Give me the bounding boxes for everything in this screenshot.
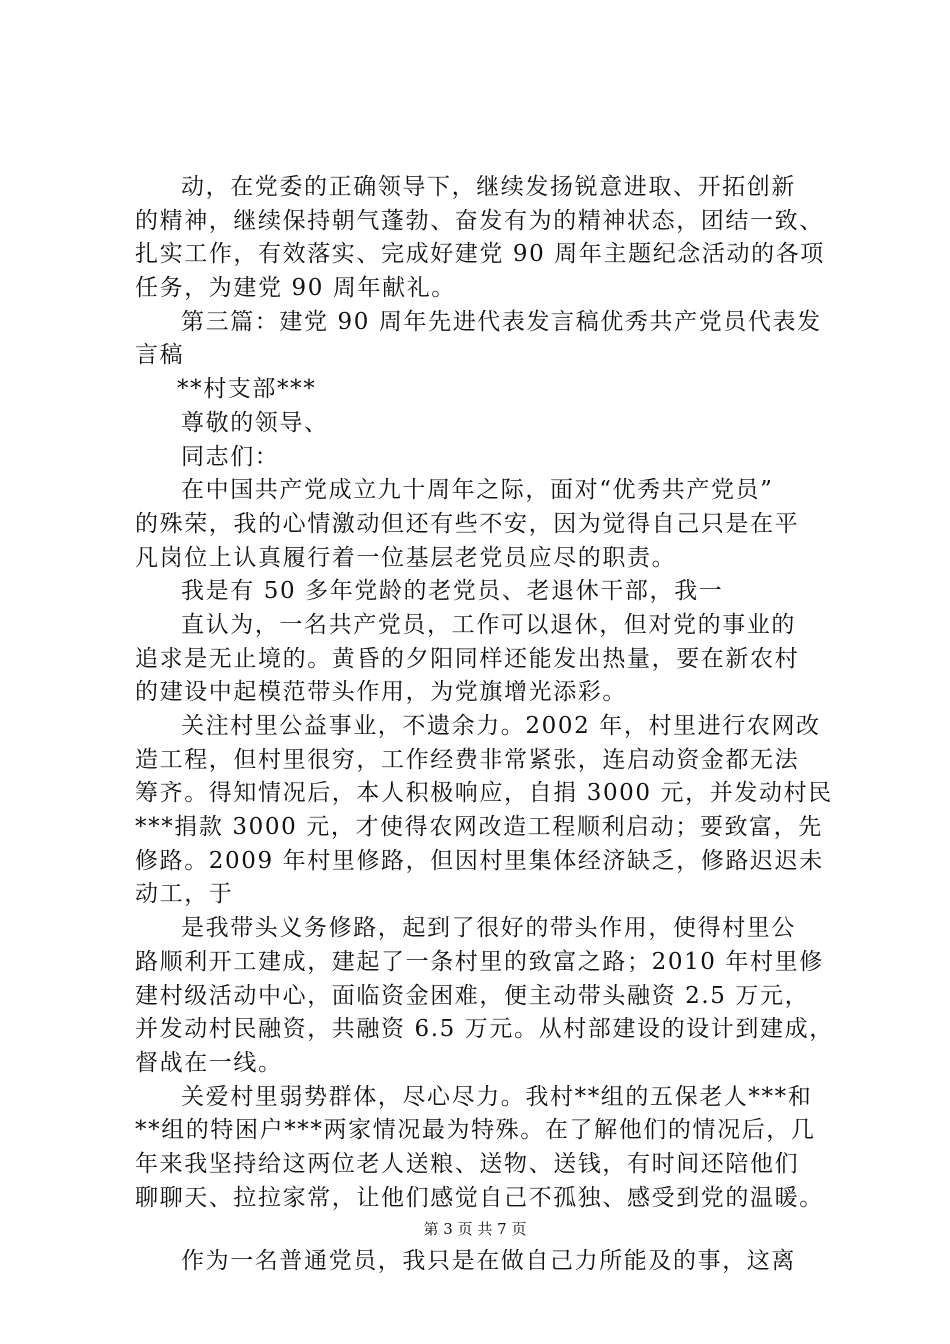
text-line: 关爱村里弱势群体，尽心尽力。我村**组的五保老人***和 bbox=[181, 1083, 813, 1110]
text-line: 凡岗位上认真履行着一位基层老党员应尽的职责。 bbox=[135, 544, 677, 571]
text-line: 我是有 50 多年党龄的老党员、老退休干部，我一 bbox=[181, 578, 724, 605]
text-line: 筹齐。得知情况后，本人积极响应，自捐 3000 元，并发动村民 bbox=[135, 780, 833, 807]
salutation: 同志们： bbox=[181, 443, 280, 470]
text-line: 督战在一线。 bbox=[135, 1049, 283, 1076]
salutation: 尊敬的领导、 bbox=[181, 409, 329, 436]
section-heading: 第三篇：建党 90 周年先进代表发言稿优秀共产党员代表发 bbox=[181, 308, 822, 335]
text-line: 动工，于 bbox=[135, 881, 234, 908]
text-line: 的建设中起模范带头作用，为党旗增光添彩。 bbox=[135, 679, 627, 706]
page-number-footer: 第 3 页 共 7 页 bbox=[423, 1220, 527, 1238]
section-heading-cont: 言稿 bbox=[135, 342, 185, 369]
text-line: 是我带头义务修路，起到了很好的带头作用，使得村里公 bbox=[181, 915, 796, 942]
text-line: 路顺利开工建成，建起了一条村里的致富之路；2010 年村里修 bbox=[135, 948, 824, 975]
text-line: 在中国共产党成立九十周年之际，面对“优秀共产党员” bbox=[181, 477, 774, 504]
text-line: 的精神，继续保持朝气蓬勃、奋发有为的精神状态，团结一致、 bbox=[135, 207, 824, 234]
text-line: 造工程，但村里很穷，工作经费非常紧张，连启动资金都无法 bbox=[135, 746, 800, 773]
text-line: 修路。2009 年村里修路，但因村里集体经济缺乏，修路迟迟未 bbox=[135, 847, 824, 874]
document-body bbox=[135, 171, 835, 1279]
text-line: 建村级活动中心，面临资金困难，便主动带头融资 2.5 万元， bbox=[135, 982, 810, 1009]
author-line: **村支部*** bbox=[177, 376, 317, 403]
text-line: 扎实工作，有效落实、完成好建党 90 周年主题纪念活动的各项 bbox=[135, 241, 825, 268]
text-line: 追求是无止境的。黄昏的夕阳同样还能发出热量，要在新农村 bbox=[135, 645, 800, 672]
text-line: 动，在党委的正确领导下，继续发扬锐意进取、开拓创新 bbox=[181, 174, 796, 200]
text-line: 任务，为建党 90 周年献礼。 bbox=[135, 275, 456, 302]
text-line: 关注村里公益事业，不遗余力。2002 年，村里进行农网改 bbox=[181, 713, 821, 739]
text-line: 聊聊天、拉拉家常，让他们感觉自己不孤独、感受到党的温暖。 bbox=[135, 1184, 824, 1211]
text-line: ***捐款 3000 元，才使得农网改造工程顺利启动；要致富，先 bbox=[135, 814, 823, 841]
text-line: **组的特困户***两家情况最为特殊。在了解他们的情况后，几 bbox=[135, 1117, 816, 1144]
text-line: 直认为，一名共产党员，工作可以退休，但对党的事业的 bbox=[181, 611, 796, 638]
text-line: 年来我坚持给这两位老人送粮、送物、送钱，有时间还陪他们 bbox=[135, 1150, 800, 1177]
text-line: 作为一名普通党员，我只是在做自己力所能及的事，这离 bbox=[181, 1248, 796, 1275]
text-line: 并发动村民融资，共融资 6.5 万元。从村部建设的设计到建成， bbox=[135, 1016, 834, 1043]
text-line: 的殊荣，我的心情激动但还有些不安，因为觉得自己只是在平 bbox=[135, 510, 800, 537]
